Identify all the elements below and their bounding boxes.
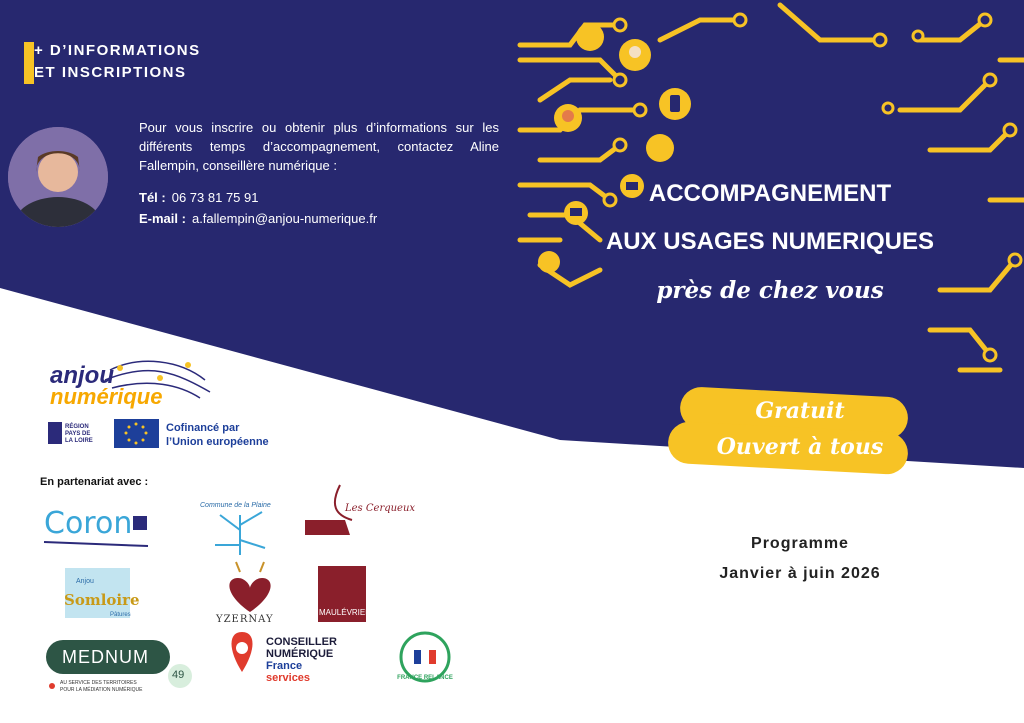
anjou-logo-line1: anjou	[50, 362, 114, 389]
eu-line2: l’Union européenne	[166, 436, 269, 448]
mednum-subtitle	[60, 680, 142, 694]
programme-dates: Janvier à juin 2026	[719, 565, 881, 582]
heading-accent-bar	[24, 42, 34, 84]
somloire-bottom: Pâtures	[110, 612, 131, 618]
yzernay-logo: YZERNAY	[216, 614, 274, 625]
cn-line2: NUMÉRIQUE	[266, 648, 334, 660]
programme-label: Programme	[751, 535, 849, 552]
yzernay-heart	[229, 578, 270, 612]
region-mark	[48, 422, 62, 444]
cn-logo	[266, 636, 337, 684]
maulevrier-logo: MAULÉVRIER	[319, 608, 372, 617]
relance-logo: FRANCE RELANCE	[397, 675, 453, 681]
info-heading	[34, 40, 201, 84]
cerqueux-logo: Les Cerqueux	[345, 503, 416, 514]
email-address[interactable]: a.fallempin@anjou-numerique.fr	[191, 211, 378, 226]
partners-label: En partenariat avec :	[40, 476, 149, 488]
mednum-sub2: POUR LA MÉDIATION NUMÉRIQUE	[60, 687, 143, 693]
badge-line2: Ouvert à tous	[716, 434, 884, 460]
email-line	[139, 211, 377, 226]
title-line3: près de chez vous	[656, 277, 884, 304]
title-line2: AUX USAGES NUMERIQUES	[605, 228, 935, 255]
title-line1: ACCOMPAGNEMENT	[648, 180, 892, 207]
phone-number[interactable]: 06 73 81 75 91	[171, 190, 259, 205]
phone-label: Tél :	[139, 190, 166, 205]
cn-line3: France	[266, 660, 303, 672]
email-label: E-mail :	[139, 211, 186, 226]
plaine-logo: Commune de la Plaine	[200, 502, 271, 509]
cn-line4: services	[266, 672, 311, 684]
anjou-logo-line2: numérique	[50, 384, 163, 409]
badge-line1: Gratuit	[755, 398, 845, 424]
info-heading-line1: + D’INFORMATIONS	[34, 42, 201, 59]
info-heading-line2: ET INSCRIPTIONS	[34, 64, 187, 81]
contact-paragraph: Pour vous inscrire ou obtenir plus d’informations sur les différents temps d’accompagnement, contactez Aline Fallempin, conseillère numérique :	[139, 120, 499, 173]
advisor-photo	[8, 127, 108, 227]
somloire-top: Anjou	[76, 578, 94, 585]
phone-line	[139, 190, 258, 205]
coron-emblem	[133, 516, 147, 530]
somloire-logo: Somloire	[64, 591, 140, 609]
cn-line1: CONSEILLER	[266, 636, 337, 648]
cerqueux-mark	[305, 520, 350, 535]
mednum-number: 49	[172, 669, 185, 681]
eu-logo-text	[166, 421, 269, 449]
mednum-logo: MEDNUM	[62, 647, 149, 667]
coron-logo: Coron	[44, 506, 133, 541]
plaine-tree	[215, 512, 265, 555]
mednum-sub1: AU SERVICE DES TERRITOIRES	[60, 680, 137, 686]
region-logo: RÉGION PAYS DE LA LOIRE	[65, 424, 93, 444]
eu-line1: Cofinancé par	[166, 422, 240, 434]
